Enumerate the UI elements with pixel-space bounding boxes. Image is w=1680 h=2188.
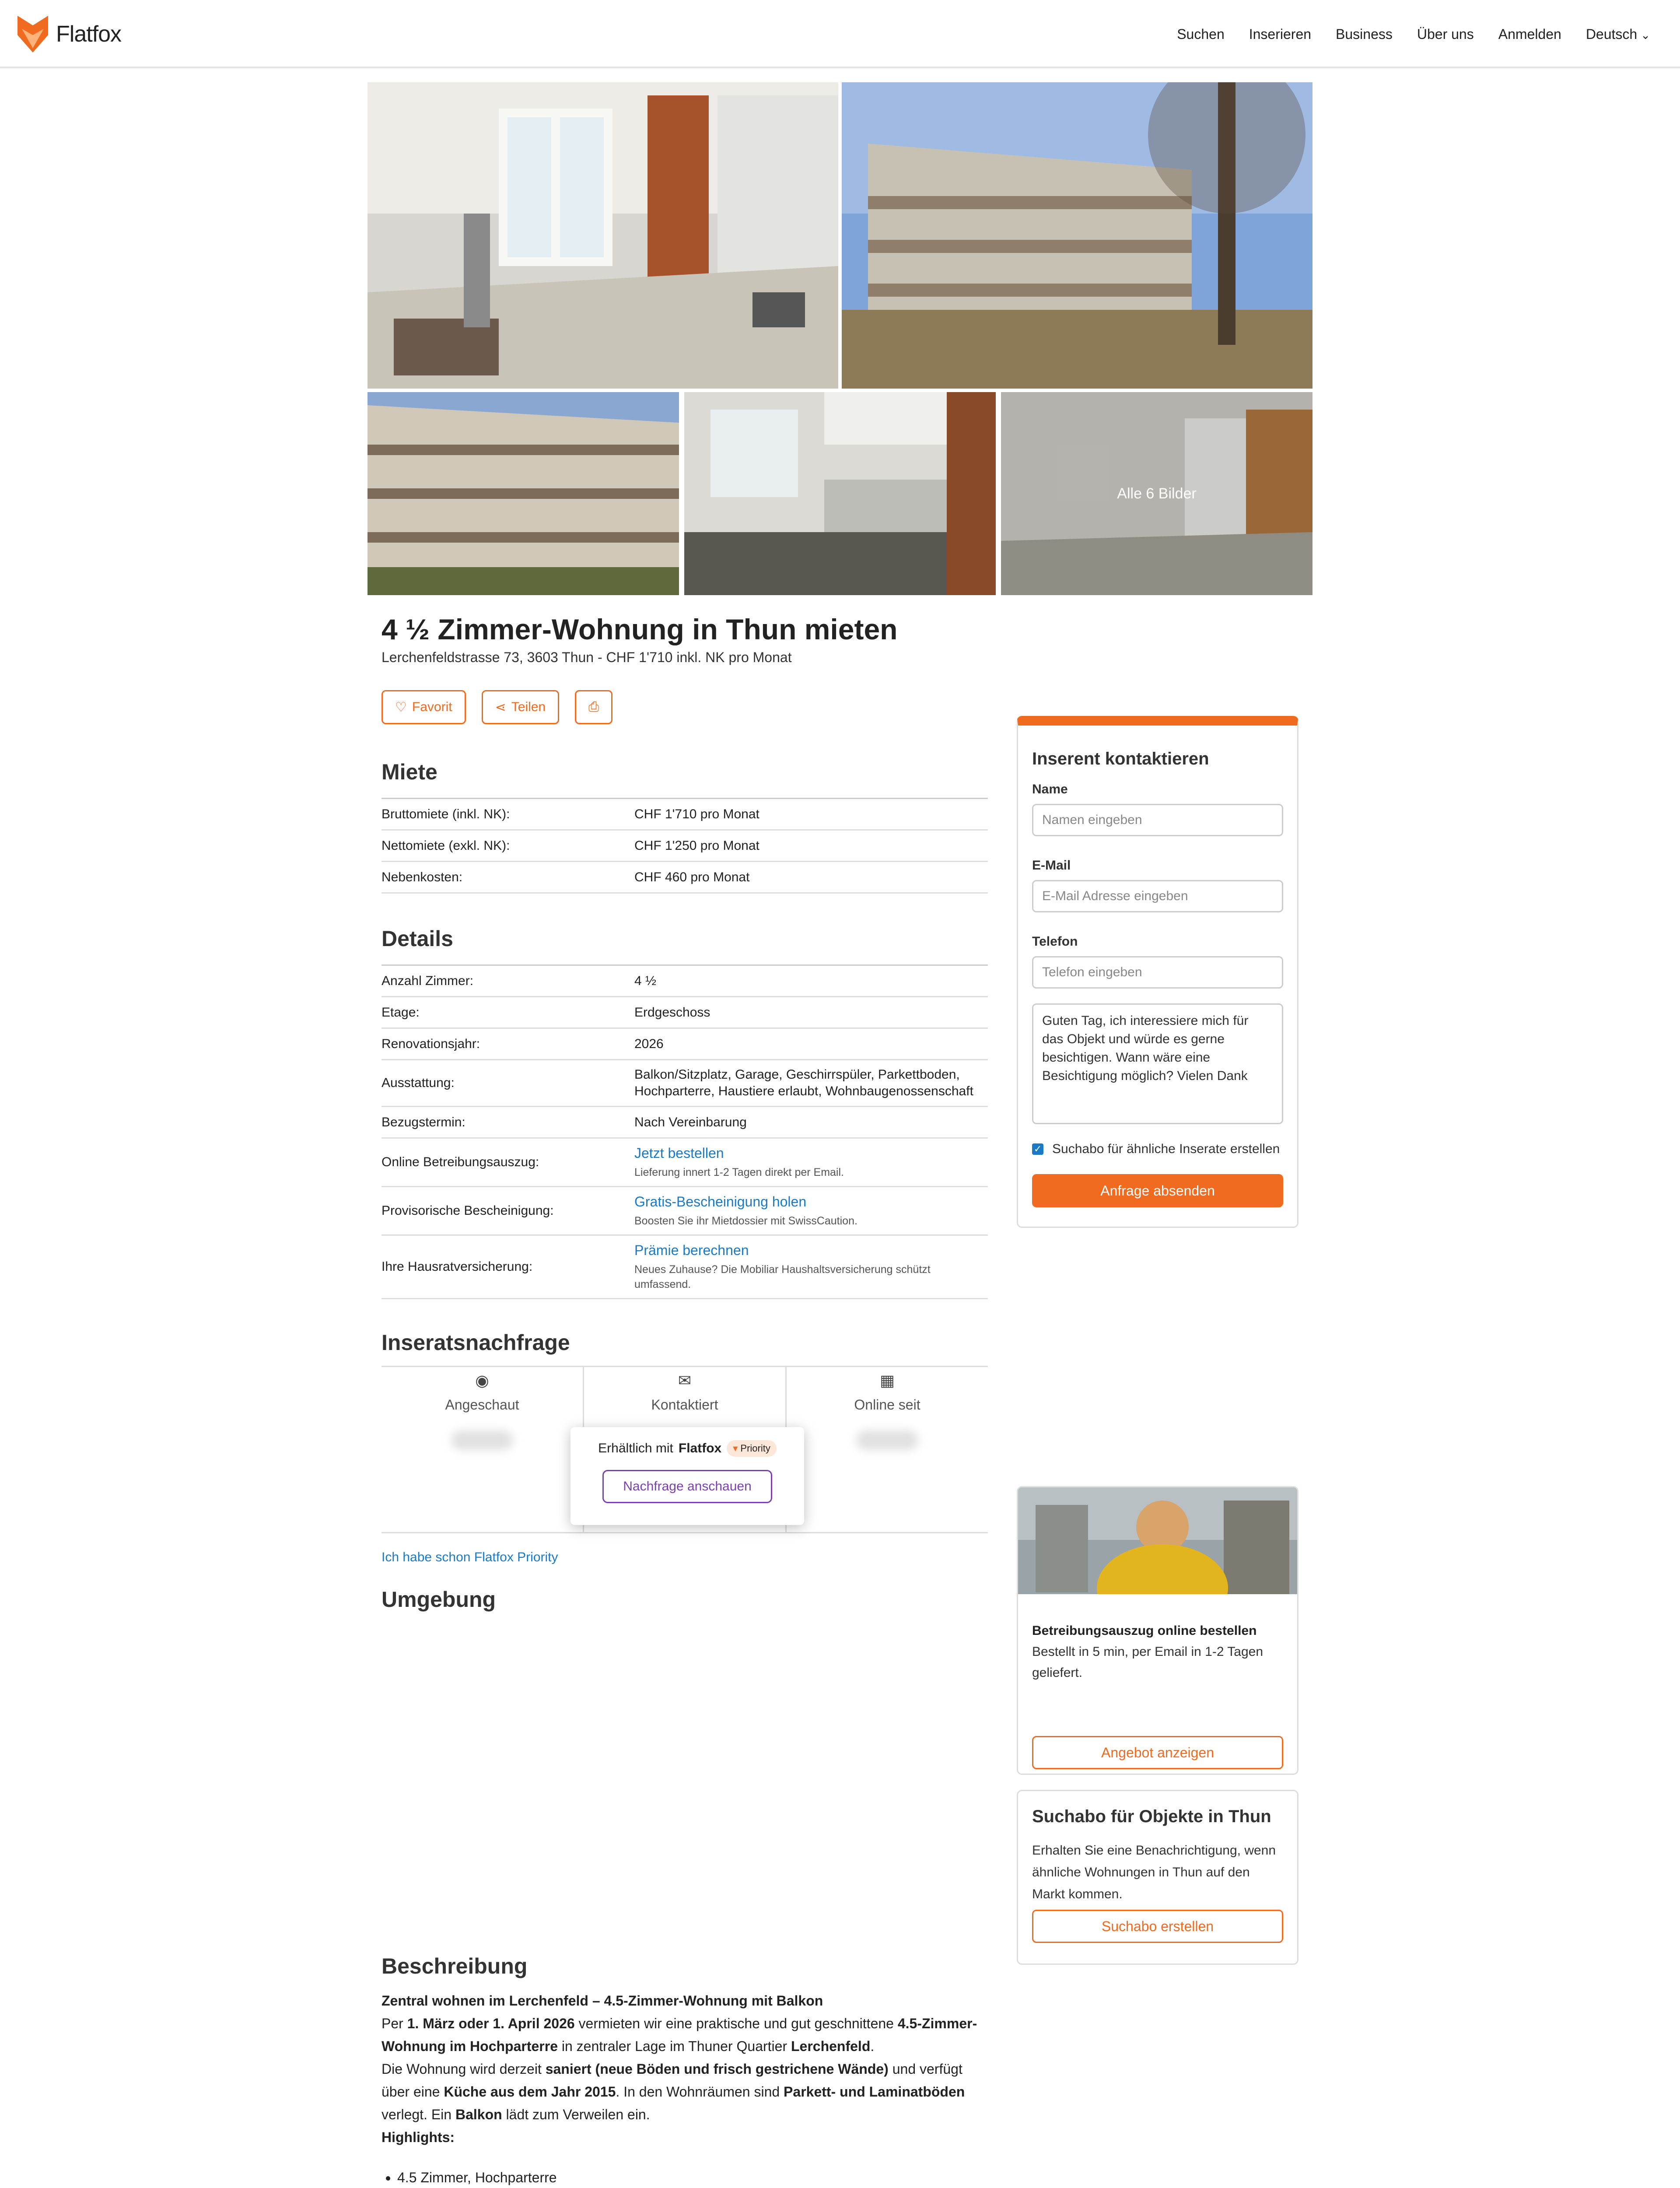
printer-icon: ⎙ (588, 700, 599, 714)
description-paragraph: Die Wohnung wird derzeit saniert (neue Böden und frisch gestrichene Wände) und verfügt über eine Küche aus dem Jahr 2015. In den Wohnräumen sind Parkett- und Laminatböden verlegt. Ein Balkon lädt zum Verweilen ein. (382, 2061, 965, 2122)
table-row (382, 1029, 988, 1060)
suchabo-title: Suchabo für Objekte in Thun (1032, 1807, 1271, 1826)
row-key: Anzahl Zimmer: (382, 973, 474, 988)
print-button[interactable] (575, 690, 612, 724)
table-row (382, 862, 988, 894)
priority-badge (727, 1440, 777, 1457)
photo-3[interactable] (368, 392, 679, 595)
promo-text: Bestellt in 5 min, per Email in 1-2 Tagen geliefert. (1032, 1645, 1264, 1680)
table-row (382, 1060, 988, 1107)
show-offer-button[interactable]: Angebot anzeigen (1032, 1736, 1283, 1769)
details-table (382, 964, 988, 1299)
rent-table (382, 798, 988, 894)
stat-label: Angeschaut (445, 1397, 519, 1413)
table-row (382, 1236, 988, 1299)
table-row (382, 1139, 988, 1187)
favorite-label: Favorit (412, 700, 452, 714)
photo-4[interactable] (684, 392, 996, 595)
promo-title: Betreibungsauszug online bestellen (1032, 1623, 1257, 1638)
row-value: CHF 1'710 pro Monat (634, 806, 760, 821)
contact-heading: Inserent kontaktieren (1032, 749, 1209, 768)
suchabo-card (1017, 1790, 1298, 1965)
row-key: Nebenkosten: (382, 870, 463, 884)
favorite-button[interactable] (382, 690, 466, 724)
highlights-label: Highlights: (382, 2129, 455, 2145)
message-textarea[interactable]: Guten Tag, ich interessiere mich für das Objekt und würde es gerne besichtigen. Wann wäre eine Besichtigung möglich? Vielen Dank (1032, 1003, 1283, 1124)
have-priority-link[interactable]: Ich habe schon Flatfox Priority (382, 1550, 558, 1564)
promo-image (1018, 1487, 1297, 1594)
share-button[interactable] (482, 690, 560, 724)
stat-value-blurred (857, 1431, 918, 1450)
suchabo-text: Erhalten Sie eine Benachrichtigung, wenn ähnliche Wohnungen in Thun auf den Markt kommen. (1032, 1843, 1276, 1901)
row-key: Nettomiete (exkl. NK): (382, 838, 510, 853)
stat-label: Kontaktiert (651, 1397, 718, 1413)
language-label: Deutsch (1586, 26, 1638, 42)
row-value: Nach Vereinbarung (634, 1115, 747, 1129)
table-row (382, 966, 988, 997)
description-body (382, 1989, 988, 2188)
nav-suchen[interactable]: Suchen (1177, 26, 1225, 42)
photo-1[interactable] (368, 82, 838, 389)
stat-value-blurred (452, 1431, 513, 1450)
email-input[interactable]: E-Mail Adresse eingeben (1032, 880, 1283, 912)
description-lead: Zentral wohnen im Lerchenfeld – 4.5-Zimmer-Wohnung mit Balkon (382, 1993, 823, 2009)
row-key: Online Betreibungsauszug: (382, 1155, 539, 1169)
free-certificate-link[interactable]: Gratis-Bescheinigung holen (634, 1194, 807, 1210)
suchabo-checkbox-row (1032, 1139, 1283, 1159)
row-value: 2026 (634, 1036, 664, 1051)
popover-text: Erhältlich mit (598, 1441, 673, 1455)
heart-icon: ♡ (395, 700, 407, 715)
row-key: Etage: (382, 1005, 420, 1020)
logo-text: Flatfox (56, 21, 122, 47)
share-label: Teilen (511, 700, 546, 714)
list-item: • 4.5 Zimmer, Hochparterre (397, 2166, 988, 2188)
share-icon: ⋖ (495, 700, 506, 715)
debt-extract-promo (1017, 1486, 1298, 1775)
calendar-icon: ▦ (879, 1371, 895, 1389)
nav-inserieren[interactable]: Inserieren (1249, 26, 1312, 42)
contact-card (1017, 716, 1298, 1228)
stat-online-since (785, 1366, 988, 1532)
demand-heading: Inseratsnachfrage (382, 1330, 570, 1355)
surroundings-heading: Umgebung (382, 1587, 496, 1612)
name-input[interactable]: Namen eingeben (1032, 804, 1283, 836)
email-label: E-Mail (1032, 858, 1071, 873)
priority-popover (570, 1427, 804, 1525)
details-heading: Details (382, 926, 453, 951)
map-placeholder (382, 1612, 988, 1953)
site-header (0, 0, 1680, 68)
demand-stats (382, 1366, 988, 1533)
rent-heading: Miete (382, 760, 438, 784)
nav-business[interactable]: Business (1336, 26, 1393, 42)
action-buttons (382, 690, 988, 724)
row-key: Ihre Hausratversicherung: (382, 1259, 533, 1274)
listing-title: 4 ½ Zimmer-Wohnung in Thun mieten (382, 613, 898, 645)
row-key: Bezugstermin: (382, 1115, 466, 1129)
eye-icon: ◉ (475, 1371, 489, 1389)
table-row (382, 997, 988, 1029)
priority-badge-label: Priority (740, 1443, 770, 1454)
calculate-premium-link[interactable]: Prämie berechnen (634, 1242, 749, 1258)
stat-views (382, 1366, 583, 1532)
fox-badge-icon: ▾ (733, 1443, 738, 1454)
row-key: Provisorische Bescheinigung: (382, 1203, 554, 1218)
fox-logo-icon (18, 16, 48, 53)
row-note: Boosten Sie ihr Mietdossier mit SwissCaution. (634, 1215, 858, 1227)
row-value: Balkon/Sitzplatz, Garage, Geschirrspüler, Parkettboden, Hochparterre, Haustiere erlaubt, Wohnbaugenossenschaft (634, 1067, 973, 1098)
phone-input[interactable]: Telefon eingeben (1032, 956, 1283, 989)
popover-brand: Flatfox (678, 1441, 722, 1455)
send-inquiry-button[interactable]: Anfrage absenden (1032, 1174, 1283, 1207)
order-debt-extract-link[interactable]: Jetzt bestellen (634, 1145, 724, 1161)
row-value: 4 ½ (634, 973, 657, 988)
highlights-list (397, 2166, 988, 2188)
phone-label: Telefon (1032, 934, 1078, 949)
suchabo-checkbox[interactable]: ✓ (1032, 1143, 1043, 1155)
nav-anmelden[interactable]: Anmelden (1498, 26, 1561, 42)
envelope-icon: ✉ (678, 1371, 692, 1389)
table-row (382, 1187, 988, 1236)
view-demand-button[interactable]: Nachfrage anschauen (602, 1470, 772, 1503)
stat-label: Online seit (854, 1397, 920, 1413)
description-paragraph: Per 1. März oder 1. April 2026 vermieten wir eine praktische und gut geschnittene 4.5-Zimmer-Wohnung im Hochparterre in zentraler Lage im Thuner Quartier Lerchenfeld. (382, 2016, 977, 2054)
row-key: Renovationsjahr: (382, 1036, 480, 1051)
nav-ueber-uns[interactable]: Über uns (1417, 26, 1474, 42)
listing-main (382, 611, 988, 2188)
main-nav (1165, 22, 1662, 46)
table-row (382, 799, 988, 831)
row-value: CHF 1'250 pro Monat (634, 838, 760, 853)
name-label: Name (1032, 782, 1068, 796)
row-key: Ausstattung: (382, 1076, 455, 1090)
row-key: Bruttomiete (inkl. NK): (382, 806, 510, 821)
create-suchabo-button[interactable]: Suchabo erstellen (1032, 1910, 1283, 1943)
table-row (382, 1107, 988, 1139)
flatfox-logo[interactable] (18, 16, 121, 53)
photo-gallery (368, 82, 1312, 595)
row-note: Neues Zuhause? Die Mobiliar Haushaltsversicherung schützt umfassend. (634, 1263, 931, 1290)
all-pictures-overlay[interactable]: Alle 6 Bilder (1001, 392, 1312, 595)
checkbox-label: Suchabo für ähnliche Inserate erstellen (1052, 1142, 1280, 1156)
chevron-down-icon: ⌄ (1641, 28, 1650, 42)
row-note: Lieferung innert 1-2 Tagen direkt per Email. (634, 1166, 844, 1178)
photo-2[interactable] (842, 82, 1312, 389)
language-dropdown[interactable] (1574, 22, 1662, 46)
listing-subtitle: Lerchenfeldstrasse 73, 3603 Thun - CHF 1'710 inkl. NK pro Monat (382, 649, 792, 665)
table-row (382, 831, 988, 862)
photo-5[interactable] (1001, 392, 1312, 595)
description-heading: Beschreibung (382, 1954, 528, 1978)
row-value: Erdgeschoss (634, 1005, 710, 1020)
row-value: CHF 460 pro Monat (634, 870, 750, 884)
